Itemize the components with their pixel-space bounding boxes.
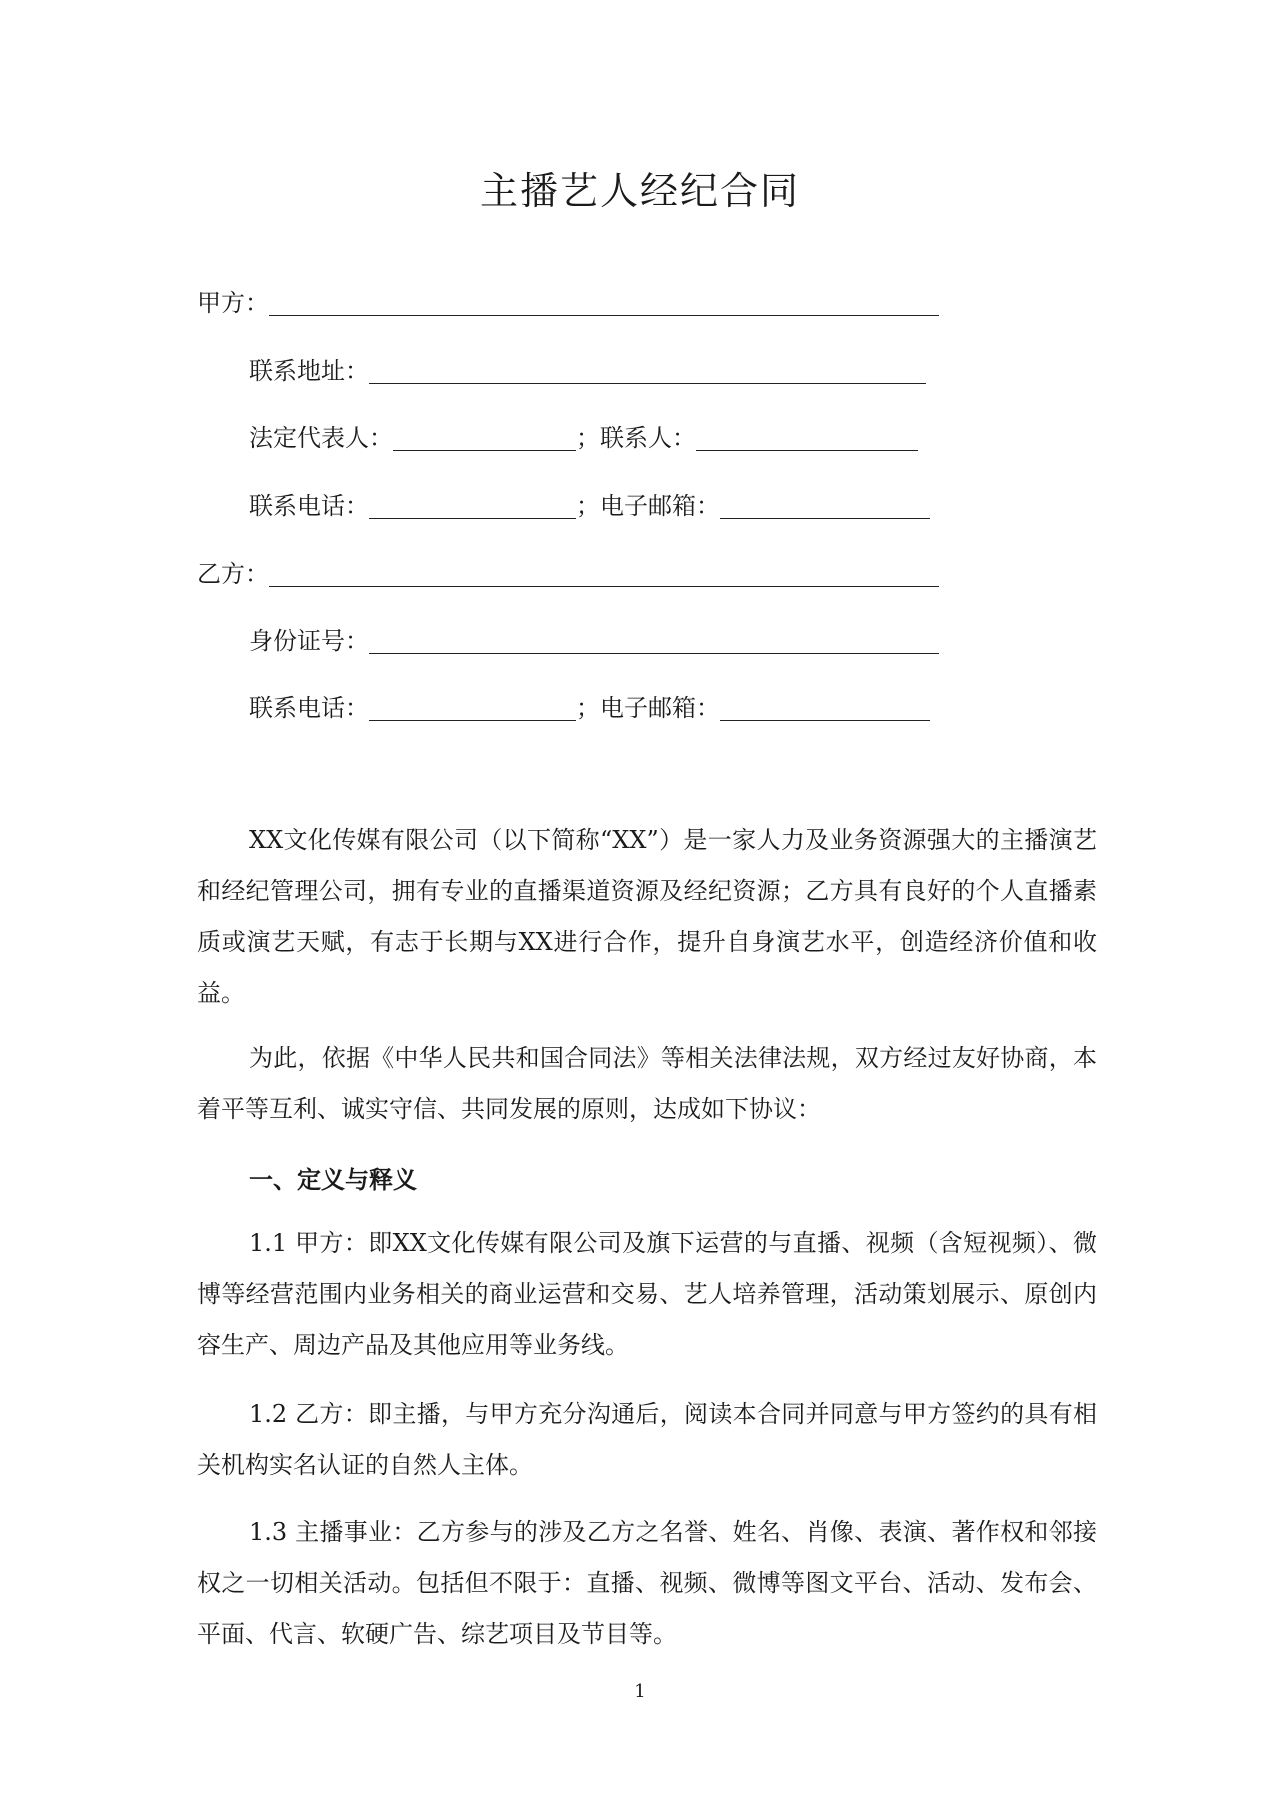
intro-paragraph: 为此，依据《中华人民共和国合同法》等相关法律法规，双方经过友好协商，本着平等互利、诚实守信、共同发展的原则，达成如下协议：: [197, 1044, 1097, 1123]
party-b-line: [197, 554, 939, 589]
party-a-phone-label: 联系电话：: [249, 492, 369, 520]
party-a-phone-blank[interactable]: [369, 494, 576, 519]
party-a-address-blank[interactable]: [369, 359, 926, 384]
party-a-phone-line: [249, 486, 930, 521]
party-b-email-label: 电子邮箱：: [600, 694, 720, 722]
clause-paragraph: 1.3 主播事业：乙方参与的涉及乙方之名誉、姓名、肖像、表演、著作权和邻接权之一切相关活动。包括但不限于：直播、视频、微博等图文平台、活动、发布会、平面、代言、软硬广告、综艺项目及节目等。: [197, 1518, 1097, 1648]
clause-paragraph: 1.2 乙方：即主播，与甲方充分沟通后，阅读本合同并同意与甲方签约的具有相关机构实名认证的自然人主体。: [197, 1400, 1097, 1479]
separator: ；: [576, 492, 600, 520]
separator: ；: [576, 424, 600, 452]
party-a-email-blank[interactable]: [720, 494, 930, 519]
party-a-contact-label: 联系人：: [600, 424, 696, 452]
party-b-id-blank[interactable]: [369, 629, 939, 654]
party-b-phone-line: [249, 688, 930, 723]
clause-paragraph: 1.1 甲方：即XX文化传媒有限公司及旗下运营的与直播、视频（含短视频）、微博等经营范围内业务相关的商业运营和交易、艺人培养管理，活动策划展示、原创内容生产、周边产品及其他应用等业务线。: [197, 1229, 1097, 1359]
party-b-label: 乙方：: [197, 560, 269, 588]
party-a-email-label: 电子邮箱：: [600, 492, 720, 520]
intro-paragraph: XX文化传媒有限公司（以下简称“XX”）是一家人力及业务资源强大的主播演艺和经纪管理公司，拥有专业的直播渠道资源及经纪资源；乙方具有良好的个人直播素质或演艺天赋，有志于长期与XX进行合作，提升自身演艺水平，创造经济价值和收益。: [197, 826, 1097, 1007]
party-b-phone-blank[interactable]: [369, 696, 576, 721]
section-heading: 一、定义与释义: [249, 1165, 417, 1194]
party-b-id-line: [249, 621, 939, 656]
party-a-name-blank[interactable]: [269, 291, 939, 316]
party-a-rep-line: [249, 418, 918, 453]
party-a-address-line: [249, 351, 926, 386]
party-b-email-blank[interactable]: [720, 696, 930, 721]
party-a-label: 甲方：: [197, 289, 269, 317]
document-title: 主播艺人经纪合同: [479, 169, 800, 213]
party-a-contact-blank[interactable]: [696, 426, 918, 451]
party-a-legal-rep-label: 法定代表人：: [249, 424, 393, 452]
party-b-name-blank[interactable]: [269, 562, 939, 587]
page-number: 1: [634, 1681, 646, 1702]
party-a-line: [197, 283, 939, 318]
party-b-phone-label: 联系电话：: [249, 694, 369, 722]
party-a-legal-rep-blank[interactable]: [393, 426, 576, 451]
party-a-address-label: 联系地址：: [249, 357, 369, 385]
party-b-id-label: 身份证号：: [249, 627, 369, 655]
separator: ；: [576, 694, 600, 722]
